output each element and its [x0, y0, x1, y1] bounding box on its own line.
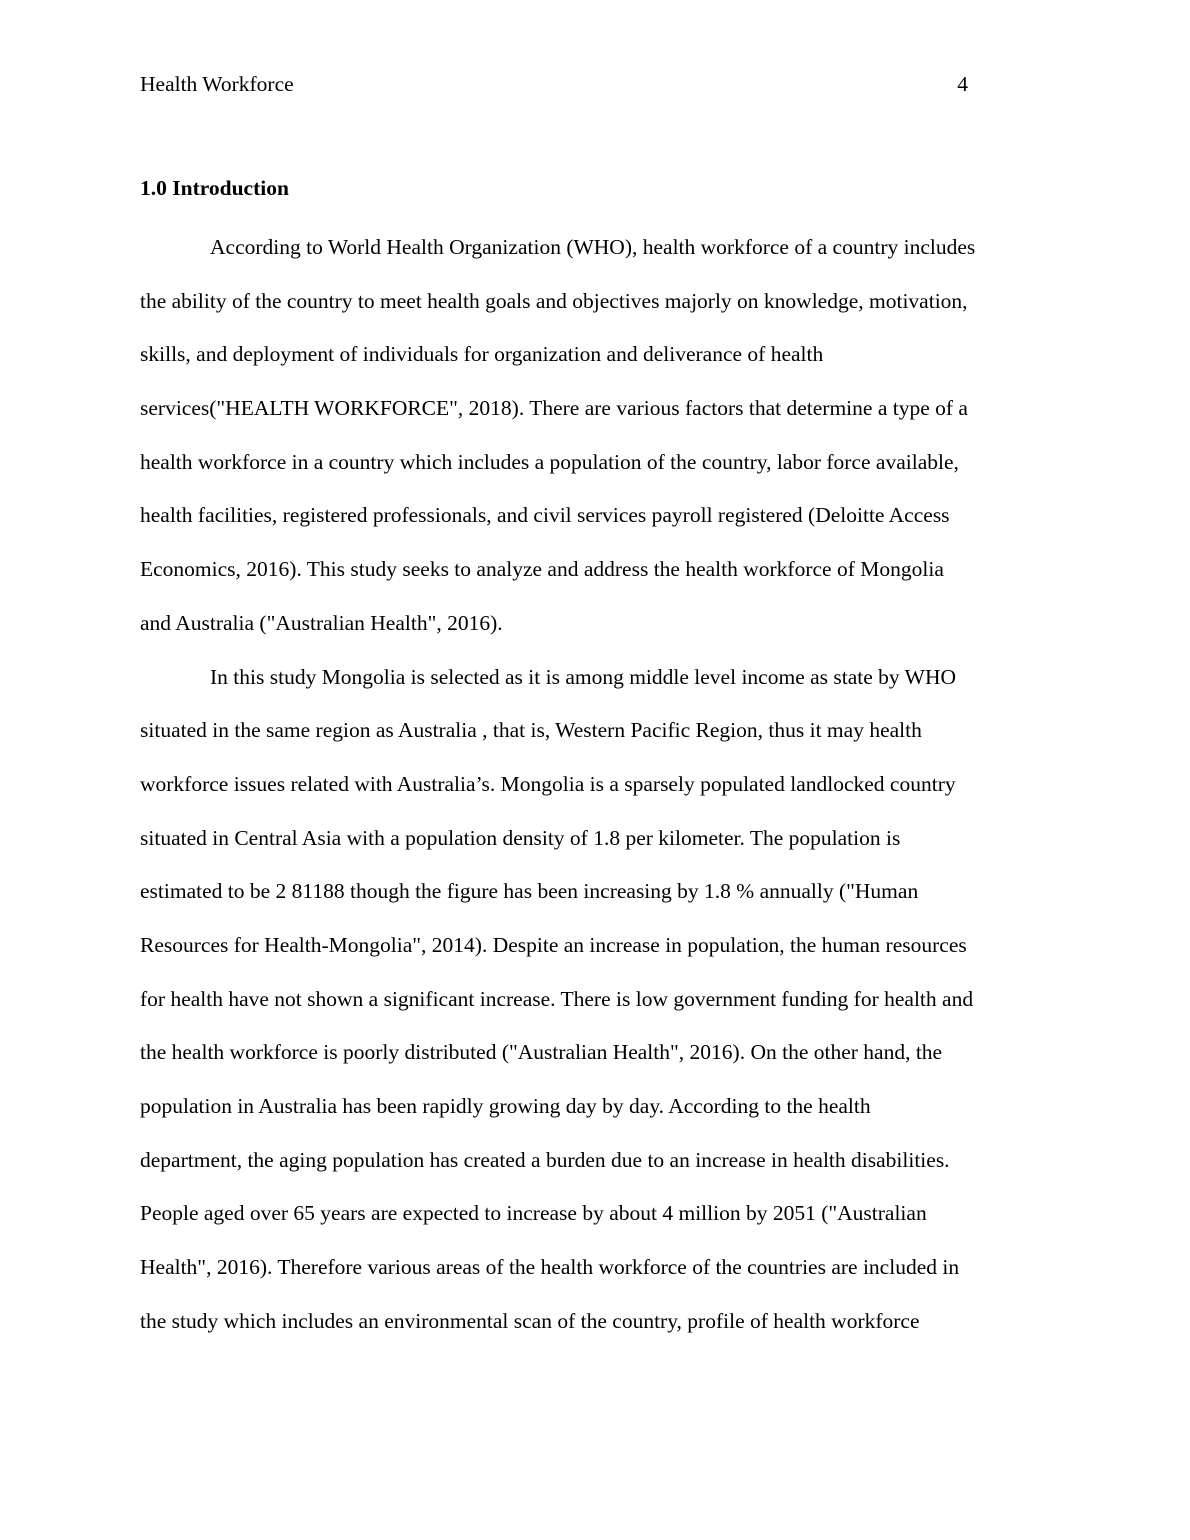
text-line: health facilities, registered professionals, and civil services payroll registered (Deloitte Access [140, 503, 950, 528]
body-text [140, 233, 1050, 1360]
text-line: population in Australia has been rapidly growing day by day. According to the health [140, 1094, 871, 1118]
page-number: 4 [957, 72, 968, 96]
text-line: situated in the same region as Australia , that is, Western Pacific Region, thus it may health [140, 718, 922, 743]
text-line: situated in Central Asia with a population density of 1.8 per kilometer. The population is [140, 825, 901, 850]
text-line: Resources for Health-Mongolia", 2014). Despite an increase in population, the human resources [140, 932, 967, 957]
text-line: People aged over 65 years are expected to increase by about 4 million by 2051 ("Australian [140, 1201, 927, 1226]
text-line: department, the aging population has created a burden due to an increase in health disabilities. [140, 1147, 950, 1172]
section-heading: 1.0 Introduction [140, 176, 289, 200]
text-line: the study which includes an environmental scan of the country, profile of health workforce [140, 1308, 920, 1333]
text-line: Health", 2016). Therefore various areas of the health workforce of the countries are included in [140, 1255, 960, 1280]
text-line: workforce issues related with Australia’s. Mongolia is a sparsely populated landlocked country [140, 771, 956, 796]
text-line: skills, and deployment of individuals for organization and deliverance of health [140, 342, 824, 367]
text-line: services("HEALTH WORKFORCE", 2018). There are various factors that determine a type of a [140, 396, 968, 421]
text-line: the health workforce is poorly distributed ("Australian Health", 2016). On the other hand, the [140, 1040, 943, 1065]
text-line: health workforce in a country which includes a population of the country, labor force available, [140, 449, 959, 474]
text-line: for health have not shown a significant increase. There is low government funding for health and [140, 986, 974, 1011]
text-line: Economics, 2016). This study seeks to analyze and address the health workforce of Mongolia [140, 557, 944, 582]
text-line: the ability of the country to meet health goals and objectives majorly on knowledge, motivation, [140, 288, 968, 313]
paragraph-1 [140, 233, 1050, 663]
text-line: and Australia ("Australian Health", 2016). [140, 610, 503, 635]
text-line: In this study Mongolia is selected as it is among middle level income as state by WHO [210, 664, 957, 689]
text-line: estimated to be 2 81188 though the figure has been increasing by 1.8 % annually ("Human [140, 879, 919, 904]
running-head: Health Workforce [140, 72, 294, 96]
paragraph-2 [140, 663, 1050, 1361]
text-line: According to World Health Organization (WHO), health workforce of a country includes [210, 235, 976, 259]
